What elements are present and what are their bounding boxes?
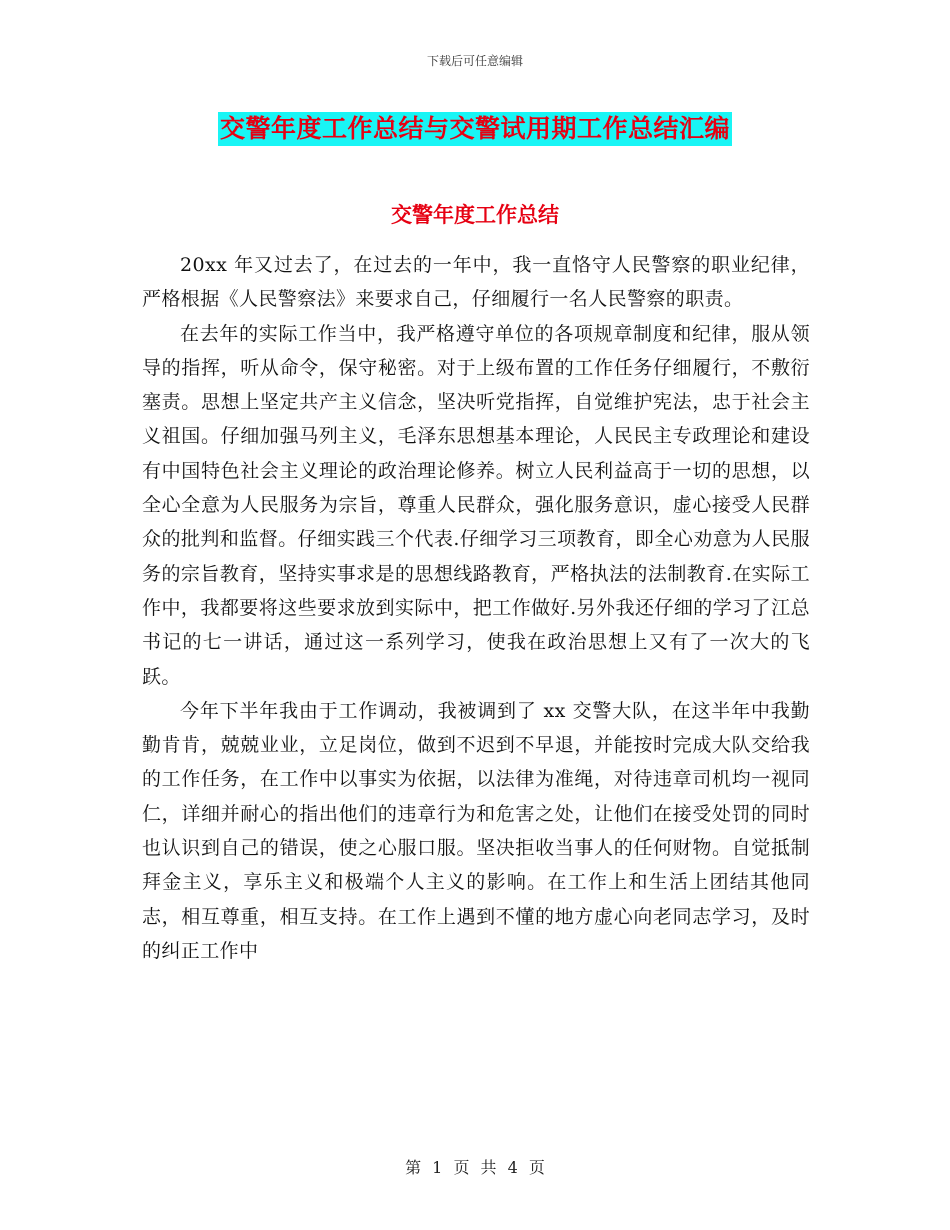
page-header-note: 下载后可任意编辑 [426,54,523,68]
document-title-container [0,112,950,146]
paragraph-3: 今年下半年我由于工作调动，我被调到了 xx 交警大队，在这半年中我勤勤肯肯，兢兢业业，立足岗位，做到不迟到不早退，并能按时完成大队交给我的工作任务，在工作中以事实为依据，以法律为准绳，对待违章司机均一视同仁，详细并耐心的指出他们的违章行为和危害之处，让他们在接受处罚的同时也认识到自己的错误，使之心服口服。坚决拒收当事人的任何财物。自觉抵制拜金主义，享乐主义和极端个人主义的影响。在工作上和生活上团结其他同志，相互尊重，相互支持。在工作上遇到不懂的地方虚心向老同志学习，及时的纠正工作中 [142,699,810,962]
paragraph-1: 20xx 年又过去了，在过去的一年中，我一直恪守人民警察的职业纪律，严格根据《人民警察法》来要求自己，仔细履行一名人民警察的职责。 [142,254,810,311]
page-footer: 第 1 页 共 4 页 [405,1158,545,1177]
document-title: 交警年度工作总结与交警试用期工作总结汇编 [218,112,732,146]
document-body [142,248,810,968]
paragraph-2: 在去年的实际工作当中，我严格遵守单位的各项规章制度和纪律，服从领导的指挥，听从命令，保守秘密。对于上级布置的工作任务仔细履行，不敷衍塞责。思想上坚定共产主义信念，坚决听党指挥，自觉维护宪法，忠于社会主义祖国。仔细加强马列主义，毛泽东思想基本理论，人民民主专政理论和建设有中国特色社会主义理论的政治理论修养。树立人民利益高于一切的思想，以全心全意为人民服务为宗旨，尊重人民群众，强化服务意识，虚心接受人民群众的批判和监督。仔细实践三个代表.仔细学习三项教育，即全心劝意为人民服务的宗旨教育，坚持实事求是的思想线路教育，严格执法的法制教育.在实际工作中，我都要将这些要求放到实际中，把工作做好.另外我还仔细的学习了江总书记的七一讲话，通过这一系列学习，使我在政治思想上又有了一次大的飞跃。 [142,322,810,688]
section-title: 交警年度工作总结 [391,202,559,227]
